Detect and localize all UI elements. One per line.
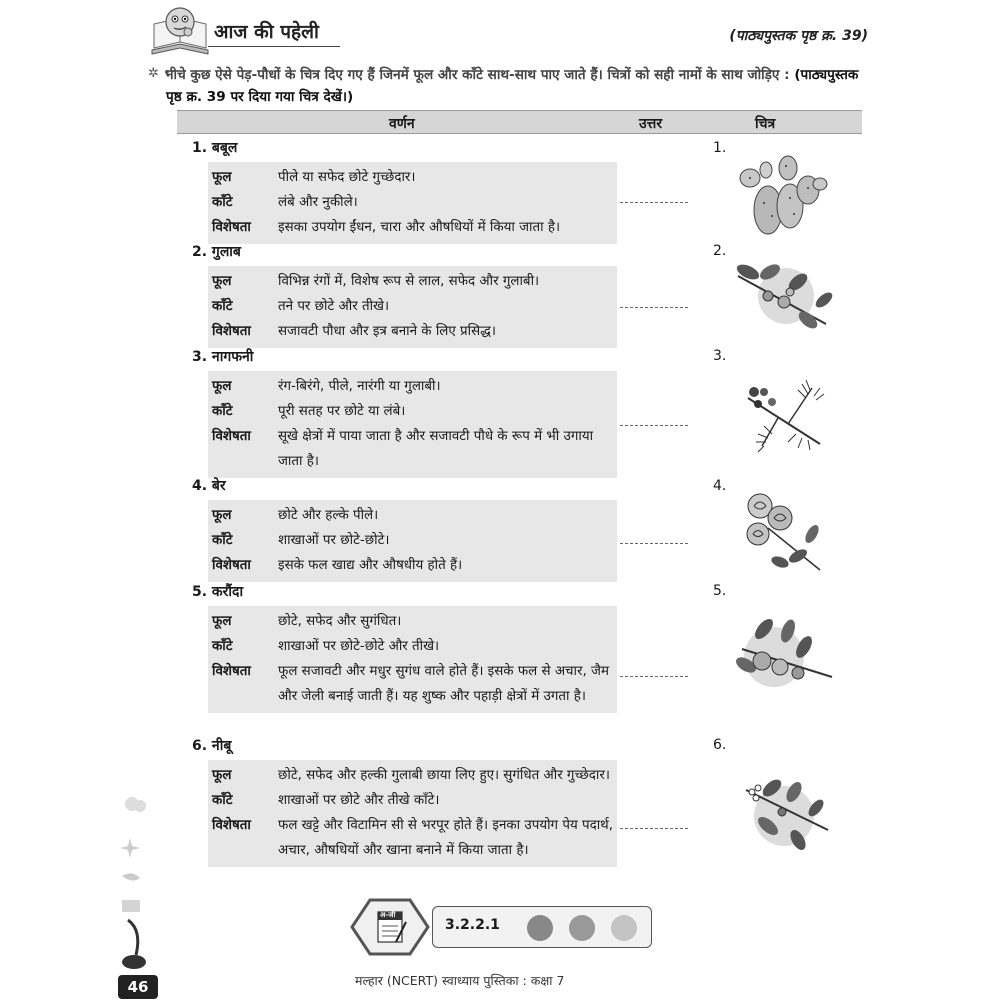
thorns-label: काँटे (212, 404, 233, 419)
flower-value: छोटे, सफेद और हल्की गुलाबी छाया लिए हुए। सुगंधित और गुच्छेदार। (278, 768, 610, 783)
thorns-value: शाखाओं पर छोटे-छोटे और तीखे। (278, 639, 440, 654)
code-box (432, 906, 652, 948)
thorns-value: शाखाओं पर छोटे-छोटे। (278, 533, 390, 548)
babool-branch-illustration (728, 368, 838, 458)
header-description: वर्णन (389, 116, 415, 132)
thorns-label: काँटे (212, 195, 233, 210)
lemon-branch-illustration (728, 615, 838, 705)
header-picture: चित्र (755, 116, 776, 132)
plant-entry (192, 582, 617, 713)
entry-title: 3. नागफनी (192, 349, 254, 365)
flower-value: छोटे और हल्के पीले। (278, 508, 379, 523)
answer-blank-1[interactable] (620, 202, 688, 203)
level-dot-3 (611, 915, 637, 941)
ber-branch-illustration (728, 252, 838, 342)
feature-value: इसका उपयोग ईंधन, चारा और औषधियों में किया जाता है। (278, 220, 561, 235)
plant-entry (192, 476, 617, 582)
picture-number: 1. (713, 140, 727, 156)
feature-label: विशेषता (212, 220, 251, 235)
flower-value: रंग-बिरंगे, पीले, नारंगी या गुलाबी। (278, 379, 441, 394)
cactus-illustration (728, 148, 838, 238)
thorns-label: काँटे (212, 639, 233, 654)
notebook-hexagon-icon (350, 898, 430, 956)
flower-label: फूल (212, 170, 232, 185)
answer-blank-2[interactable] (620, 307, 688, 308)
plant-entry (192, 736, 617, 867)
plant-entry (192, 242, 617, 348)
flower-label: फूल (212, 768, 232, 783)
entry-title: 6. नीबू (192, 738, 232, 754)
flower-label: फूल (212, 379, 232, 394)
feature-label: विशेषता (212, 558, 251, 573)
rose-illustration (728, 488, 838, 578)
flower-label: फूल (212, 508, 232, 523)
karonda-branch-illustration (728, 770, 838, 860)
feature-label: विशेषता (212, 818, 251, 833)
answer-blank-4[interactable] (620, 543, 688, 544)
side-decoration-icons (118, 790, 158, 970)
flower-label: फूल (212, 274, 232, 289)
page-header (148, 4, 868, 54)
entry-title: 1. बबूल (192, 140, 238, 156)
entry-details (208, 500, 617, 582)
skill-code-badge (350, 898, 655, 956)
skill-code: 3.2.2.1 (445, 917, 500, 933)
table-header (177, 110, 862, 134)
header-answer: उत्तर (639, 116, 663, 132)
feature-value: सूखे क्षेत्रों में पाया जाता है और सजावटी पौधे के रूप में भी उगाया जाता है। (278, 429, 594, 469)
asterisk-bullet-icon: ✲ • (148, 66, 171, 81)
entry-title: 5. करौंदा (192, 584, 244, 600)
feature-value: फूल सजावटी और मधुर सुगंध वाले होते हैं। इसके फल से अचार, जैम और जेली बनाई जाती हैं। यह शुष्क और पहाड़ी क्षेत्रों में उगता है। (278, 664, 609, 704)
entry-title: 2. गुलाब (192, 244, 241, 260)
feature-value: फल खट्टे और विटामिन सी से भरपूर होते हैं। इनका उपयोग पेय पदार्थ, अचार, औषधियों और खाना बनाने में किया जाता है। (278, 818, 613, 858)
picture-number: 5. (713, 583, 727, 599)
answer-blank-5[interactable] (620, 676, 688, 677)
footer-book-title: मल्हार (NCERT) स्वाध्याय पुस्तिका : कक्षा 7 (355, 973, 565, 988)
flower-value: छोटे, सफेद और सुगंधित। (278, 614, 402, 629)
picture-number: 2. (713, 243, 727, 259)
picture-number: 3. (713, 348, 727, 364)
answer-blank-3[interactable] (620, 425, 688, 426)
feature-label: विशेषता (212, 324, 251, 339)
hex-label: अ-जी (380, 911, 396, 919)
flower-value: पीले या सफेद छोटे गुच्छेदार। (278, 170, 416, 185)
flower-value: विभिन्न रंगों में, विशेष रूप से लाल, सफेद और गुलाबी। (278, 274, 540, 289)
textbook-page-reference: (पाठ्यपुस्तक पृष्ठ क्र. 39) (729, 28, 868, 44)
plant-entry (192, 347, 617, 478)
entry-details (208, 371, 617, 478)
thorns-label: काँटे (212, 533, 233, 548)
title-underline (208, 46, 340, 47)
section-title: आज की पहेली (214, 21, 319, 43)
entry-details (208, 760, 617, 867)
thorns-label: काँटे (212, 793, 233, 808)
answer-blank-6[interactable] (620, 828, 688, 829)
feature-value: इसके फल खाद्य और औषधीय होते हैं। (278, 558, 463, 573)
thinking-mascot-icon (148, 4, 212, 56)
entry-details (208, 606, 617, 713)
question-text (166, 64, 866, 108)
entry-title: 4. बेर (192, 478, 226, 494)
level-dot-1 (527, 915, 553, 941)
feature-label: विशेषता (212, 429, 251, 444)
thorns-value: पूरी सतह पर छोटे या लंबे। (278, 404, 406, 419)
picture-number: 6. (713, 737, 727, 753)
flower-label: फूल (212, 614, 232, 629)
entry-details (208, 266, 617, 348)
entry-details (208, 162, 617, 244)
feature-value: सजावटी पौधा और इत्र बनाने के लिए प्रसिद्ध। (278, 324, 496, 339)
page-number: 46 (118, 975, 158, 999)
thorns-value: शाखाओं पर छोटे और तीखे काँटे। (278, 793, 440, 808)
feature-label: विशेषता (212, 664, 251, 679)
thorns-value: लंबे और नुकीले। (278, 195, 358, 210)
question-reference: (पाठ्यपुस्तक पृष्ठ क्र. 39 पर दिया गया चित्र देखें।) (166, 67, 859, 105)
question-main: नीचे कुछ ऐसे पेड़-पौधों के चित्र दिए गए हैं जिनमें फूल और काँटे साथ-साथ पाए जाते हैं। चित्रों को सही नामों के साथ जोड़िए : (166, 67, 795, 83)
plant-entry (192, 138, 617, 244)
thorns-label: काँटे (212, 299, 233, 314)
picture-number: 4. (713, 478, 727, 494)
thorns-value: तने पर छोटे और तीखे। (278, 299, 390, 314)
level-dot-2 (569, 915, 595, 941)
